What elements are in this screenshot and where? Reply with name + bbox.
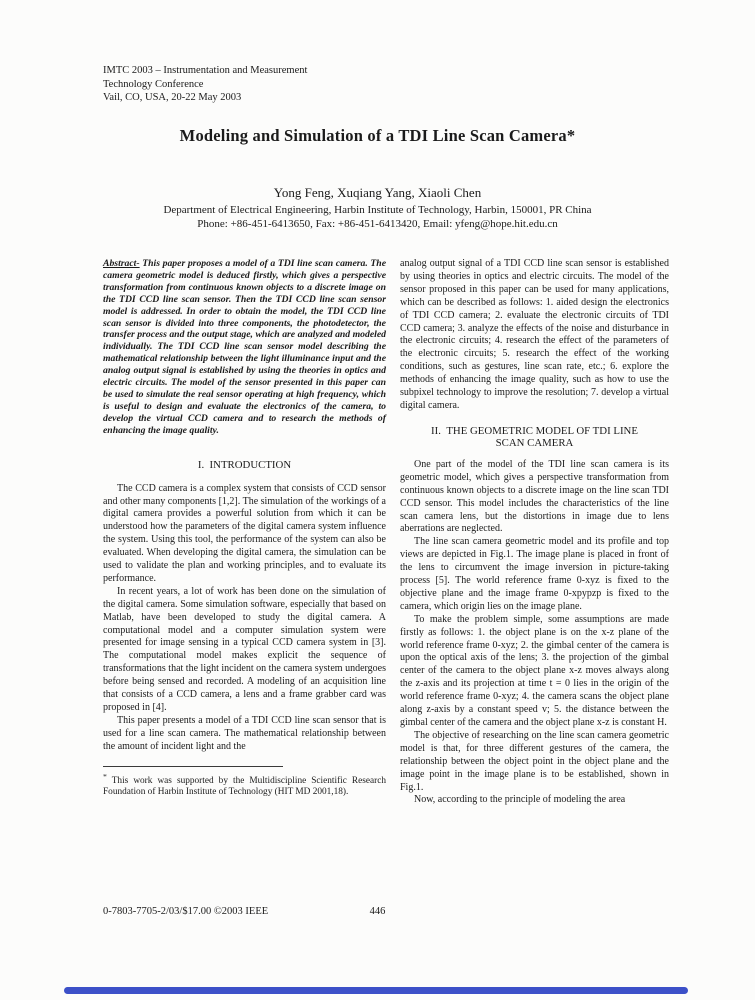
- affiliation-line: Department of Electrical Engineering, Harbin Institute of Technology, Harbin, 150001, PR China: [163, 204, 592, 216]
- continuation-paragraph-1: analog output signal of a TDI CCD line scan sensor is established by using theories in optics and electric circuits. The model of the sensor proposed in this paper can be used for many applications, which can be described as follows: 1. aided design the electronics of TDI CCD camera; 2. evaluate the electronic circuits of TDI CCD camera; 3. analyze the effects of the noise and disturbance in the electronic circuits; 4. research the effect of the parameters of the electronic circuits; 5. research the effect of the working conditions, such as gestures, line scan rate, etc.; 6. explore the methods of enhancing the image quality, such as how to use the subpixel technology to improve the resolution; 7. develop a virtual digital camera.: [400, 258, 669, 411]
- conference-header-line3: Vail, CO, USA, 20-22 May 2003: [103, 92, 242, 103]
- footer-copyright: 0-7803-7705-2/03/$17.00 ©2003 IEEE: [103, 906, 269, 917]
- footnote-text: This work was supported by the Multidiscipline Scientific Research Foundation of Harbin Institute of Technology (HIT MD 2001,18).: [103, 775, 386, 798]
- section-heading-introduction: I. INTRODUCTION: [197, 458, 292, 471]
- contact-line: Phone: +86-451-6413650, Fax: +86-451-6413420, Email: yfeng@hope.hit.edu.cn: [197, 218, 558, 230]
- conference-header-line1: IMTC 2003 – Instrumentation and Measurement: [103, 65, 308, 76]
- right-column: [400, 258, 669, 807]
- footnote-marker: *: [103, 771, 107, 781]
- conference-header: [103, 64, 307, 105]
- intro-paragraph-1: The CCD camera is a complex system that consists of CCD sensor and other many components [1,2]. The simulation of the workings of a digital camera provides a powerful solution from which it can be understood how the parameters of the digital camera system influence the system. Using this tool, the performance of the system can also be evaluated. When developing the digital camera, the simulation can be used to validate the plan and working principles, and to evaluate its performance.: [103, 482, 386, 584]
- section2-paragraph-1: One part of the model of the TDI line scan camera is its geometric model, which gives a perspective transformation from continuous known objects to a discrete image on the line scan TDI CCD sensor. This model includes the characteristics of the line scan camera lens, but the distortions in image due to lens aberrations are neglected.: [400, 458, 669, 535]
- abstract: [103, 258, 386, 437]
- section-heading-geometric-model-line1: II. THE GEOMETRIC MODEL OF TDI LINE: [431, 424, 638, 437]
- left-column: [103, 258, 386, 807]
- section-heading-geometric-model-line2: SCAN CAMERA: [495, 436, 574, 449]
- horizontal-scrollbar-thumb[interactable]: [64, 987, 688, 994]
- page-title: Modeling and Simulation of a TDI Line Scan Camera*: [179, 126, 576, 145]
- conference-header-line2: Technology Conference: [103, 78, 204, 90]
- section2-paragraph-5: Now, according to the principle of modeling the area: [414, 794, 626, 806]
- abstract-label: Abstract-: [103, 258, 140, 269]
- section2-paragraph-3: To make the problem simple, some assumptions are made firstly as follows: 1. the object plane is on the x-z plane of the world reference frame 0-xyz; 2. the gimbal center of the camera is upon the optical axis of the lens; 3. the projection of the gimbal center of the camera to the object plane x-z moves always along the z-axis and its projection at time t = 0 lies in the origin of the world reference frame 0-xyz; 4. the camera scans the object plane along z-axis by a constant speed v; 5. the distance between the gimbal center of the camera and the object plane x-z is constant H.: [400, 613, 669, 728]
- section2-paragraph-4: The objective of researching on the line scan camera geometric model is that, for three different gestures of the camera, the relationship between the object point in the object plane and the image point in the image plane is to be established, shown in Fig.1.: [400, 729, 669, 793]
- footnote-separator-rule: [103, 766, 283, 767]
- two-column-body: [103, 258, 669, 807]
- footnote: [103, 766, 386, 799]
- intro-paragraph-2: In recent years, a lot of work has been done on the simulation of the digital camera. Some simulation software, especially that based on Matlab, have been developed to study the digital camera. A computational model and a computer simulation system were presented for image sensing in a typical CCD camera system in [3]. The computational model makes explicit the sequence of transformations that the light incident on the camera system undergoes before being sensed and recorded. A modeling of an acquisition line that consists of a CCD camera, a lens and a frame grabber card was proposed in [4].: [103, 585, 386, 713]
- footer-page-number: 446: [369, 906, 386, 917]
- author-block: [0, 185, 755, 231]
- authors-line: Yong Feng, Xuqiang Yang, Xiaoli Chen: [273, 185, 482, 200]
- intro-paragraph-3: This paper presents a model of a TDI CCD line scan sensor that is used for a line scan camera. The mathematical relationship between the amount of incident light and the: [103, 714, 386, 752]
- abstract-text: This paper proposes a model of a TDI line scan camera. The camera geometric model is deduced firstly, which gives a perspective transformation from continuous known objects to a discrete image on the TDI CCD line scan sensor. Then the TDI CCD line scan sensor model is addressed. In order to obtain the model, the TDI CCD line scan sensor is divided into three components, the photodetector, the transfer process and the output stage, which are analyzed and modeled individually. The TDI CCD line scan sensor model describing the mathematical relationship between the light illuminance input and the analog output signal is established by using the theories in optics and electric circuits. The model of the sensor presented in this paper can be used to simulate the real sensor operating at high frequency, which is useful to design and evaluate the electronics of the camera, to develop the virtual CCD camera and to research the methods of enhancing the image quality.: [103, 258, 386, 436]
- section2-paragraph-2: The line scan camera geometric model and its profile and top views are depicted in Fig.1. The image plane is placed in front of the lens to circumvent the image inversion in picture-taking process [5]. The world reference frame 0-xyz is fixed to the objective plane and the image frame 0-xpypzp is fixed to the camera, which origin lies on the image plane.: [400, 536, 669, 612]
